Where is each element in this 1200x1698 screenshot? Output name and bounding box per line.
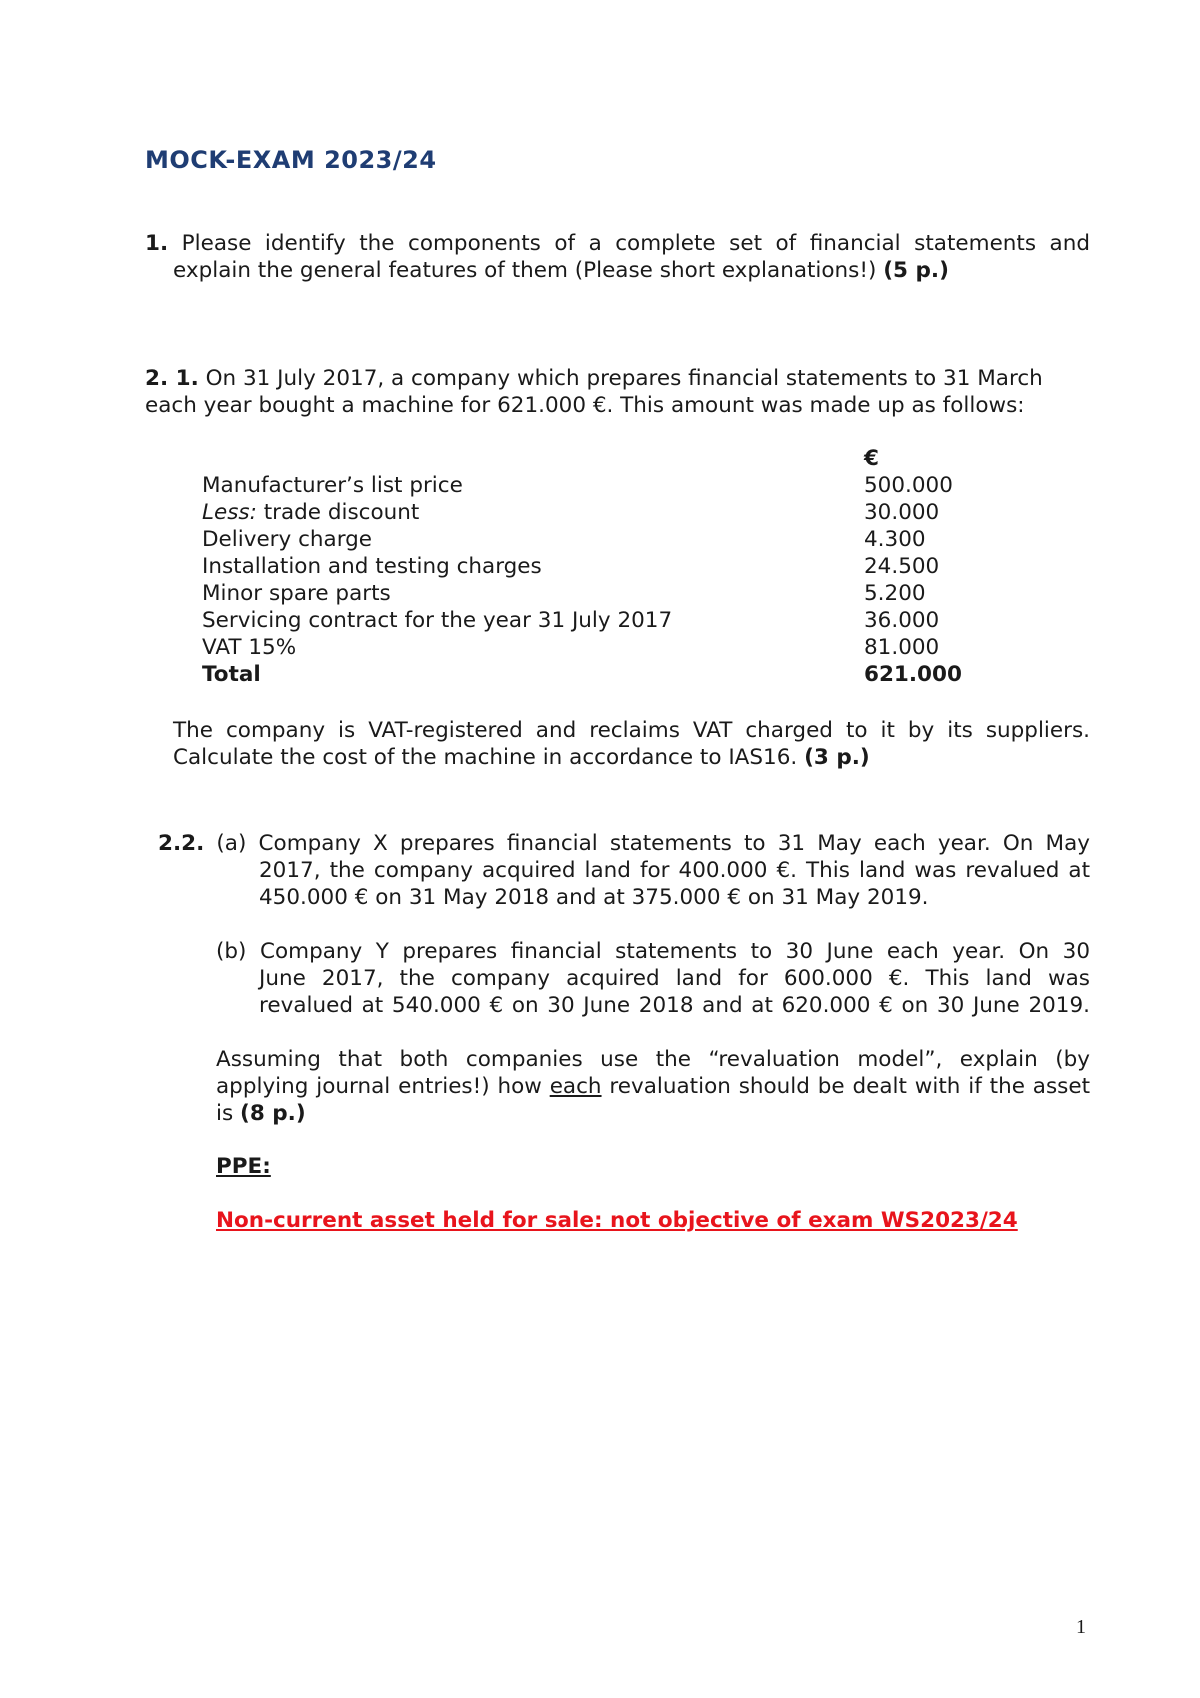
sub-question-a-marker: (a) (216, 831, 247, 856)
question-2-2-a-line-1: 2.2. (a) Company X prepares financial statements to 31 May each year. On May (158, 831, 1090, 856)
question-2-2-a-line-3: 450.000 € on 31 May 2018 and at 375.000 € on 31 May 2019. (259, 885, 929, 910)
question-1-points: (5 p.) (883, 258, 949, 283)
non-current-asset-note: Non-current asset held for sale: not objective of exam WS2023/24 (216, 1208, 1018, 1233)
question-1-line-2: explain the general features of them (Please short explanations!) (5 p.) (173, 258, 949, 283)
question-2-1-instruction (173, 717, 1090, 771)
cost-row-amount: 5.200 (864, 581, 926, 606)
each-emphasis: each (549, 1074, 602, 1099)
cost-row-label: Servicing contract for the year 31 July 2017 (202, 608, 673, 633)
page-title: MOCK-EXAM 2023/24 (145, 146, 437, 174)
question-2-2-number: 2.2. (158, 831, 205, 856)
sub-question-b-marker: (b) (216, 939, 247, 964)
question-2-2-points: (8 p.) (240, 1101, 306, 1126)
cost-row (202, 472, 1002, 499)
cost-total-amount: 621.000 (864, 662, 962, 687)
question-2-1 (145, 365, 1090, 419)
question-2-2-b-line-2: June 2017, the company acquired land for 600.000 €. This land was (259, 966, 1090, 991)
cost-row (202, 553, 1002, 580)
question-2-1-number: 2. 1. (145, 366, 199, 391)
calculate-line: Calculate the cost of the machine in accordance to IAS16. (3 p.) (173, 745, 870, 770)
cost-row-amount: 30.000 (864, 500, 940, 525)
cost-total-row (202, 661, 1002, 688)
cost-row-amount: 500.000 (864, 473, 953, 498)
cost-row-label: VAT 15% (202, 635, 297, 660)
assume-line-1: Assuming that both companies use the “revaluation model”, explain (by (216, 1047, 1090, 1072)
question-2-1-line-2: each year bought a machine for 621.000 €. This amount was made up as follows: (145, 393, 1025, 418)
cost-row-amount: 81.000 (864, 635, 940, 660)
page-number: 1 (1076, 1616, 1086, 1638)
question-1-line-1: 1. Please identify the components of a complete set of financial statements and (145, 231, 1091, 256)
cost-row-label: Less: trade discount (202, 500, 420, 525)
assume-line-2: applying journal entries!) how each revaluation should be dealt with if the asset (216, 1074, 1090, 1099)
question-2-2-a-continuation (259, 857, 1090, 911)
question-2-2-a-line-2: 2017, the company acquired land for 400.000 €. This land was revalued at (259, 858, 1090, 883)
cost-row (202, 580, 1002, 607)
machine-cost-table (202, 445, 1002, 688)
cost-row (202, 607, 1002, 634)
question-1 (145, 230, 1090, 284)
question-2-2-b-line-1: (b) Company Y prepares financial statements to 30 June each year. On 30 (216, 939, 1090, 964)
assume-line-3: is (8 p.) (216, 1101, 306, 1126)
cost-row (202, 499, 1002, 526)
cost-row-label: Manufacturer’s list price (202, 473, 463, 498)
cost-row (202, 526, 1002, 553)
cost-row-amount: 4.300 (864, 527, 926, 552)
revaluation-instruction (216, 1046, 1090, 1127)
cost-row (202, 634, 1002, 661)
vat-note-line: The company is VAT-registered and reclaims VAT charged to it by its suppliers. (173, 718, 1090, 743)
question-2-1-points: (3 p.) (804, 745, 870, 770)
question-2-2-b-continuation (259, 965, 1090, 1019)
currency-header: € (864, 446, 879, 471)
question-2-1-line-1: 2. 1. On 31 July 2017, a company which prepares financial statements to 31 March (145, 366, 1043, 391)
question-2-2-b-line-3: revalued at 540.000 € on 30 June 2018 and at 620.000 € on 30 June 2019. (259, 993, 1090, 1018)
cost-row-label: Installation and testing charges (202, 554, 542, 579)
cost-row-amount: 36.000 (864, 608, 940, 633)
cost-table-header-row (202, 445, 1002, 472)
cost-row-amount: 24.500 (864, 554, 940, 579)
cost-total-label: Total (202, 662, 261, 687)
cost-row-label: Delivery charge (202, 527, 373, 552)
cost-row-label: Minor spare parts (202, 581, 391, 606)
ppe-heading: PPE: (216, 1154, 271, 1179)
question-1-number: 1. (145, 231, 169, 256)
